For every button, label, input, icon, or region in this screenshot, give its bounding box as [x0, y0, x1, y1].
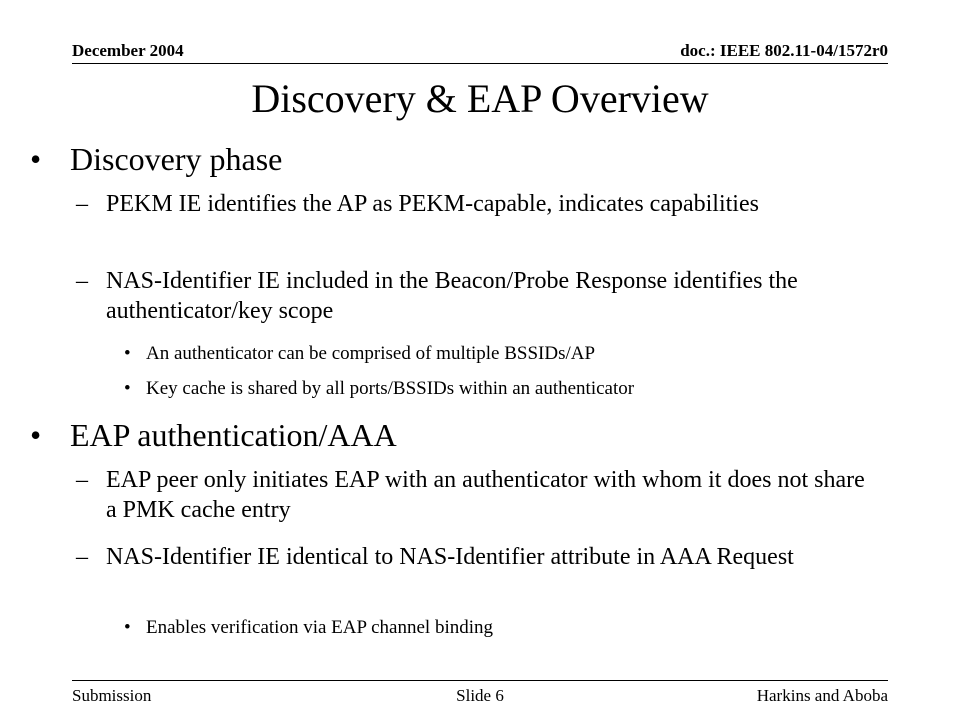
- bullet-text: EAP authentication/AAA: [70, 417, 397, 453]
- sub-sub-bullet-text: Key cache is shared by all ports/BSSIDs within an authenticator: [146, 378, 635, 399]
- bullet-text: Discovery phase: [70, 141, 283, 177]
- sub-sub-bullet-text: An authenticator can be comprised of multiple BSSIDs/AP: [146, 343, 596, 364]
- header-date: December 2004: [72, 41, 184, 60]
- sub-bullet-pekm-ie: [76, 189, 866, 219]
- header-doc-id: doc.: IEEE 802.11-04/1572r0: [680, 41, 888, 60]
- footer-submission: Submission: [72, 686, 152, 705]
- bullet-discovery-phase: [30, 140, 283, 178]
- sub-bullet-nas-identifier-ie: [76, 266, 866, 326]
- sub-sub-bullet-multiple-bssids: [124, 342, 886, 366]
- bullet-dot-icon: •: [124, 378, 131, 399]
- dash-icon: –: [76, 544, 88, 570]
- sub-bullet-text: EAP peer only initiates EAP with an authenticator with whom it does not share a PMK cache entry: [106, 467, 865, 523]
- sub-bullet-text: PEKM IE identifies the AP as PEKM-capable, indicates capabilities: [106, 191, 759, 217]
- bullet-dot-icon: •: [124, 617, 131, 638]
- sub-bullet-text: NAS-Identifier IE included in the Beacon/Probe Response identifies the authenticator/key scope: [106, 268, 798, 324]
- sub-sub-bullet-channel-binding: [124, 616, 886, 640]
- bullet-dot-icon: •: [30, 141, 42, 177]
- bullet-eap-authentication: [30, 416, 397, 454]
- sub-bullet-text: NAS-Identifier IE identical to NAS-Identifier attribute in AAA Request: [106, 544, 794, 570]
- sub-bullet-eap-peer: [76, 465, 866, 525]
- footer-slide-number: Slide 6: [456, 686, 504, 705]
- footer-rule: [72, 680, 888, 681]
- sub-sub-bullet-key-cache: [124, 377, 886, 401]
- dash-icon: –: [76, 467, 88, 493]
- bullet-dot-icon: •: [124, 343, 131, 364]
- dash-icon: –: [76, 268, 88, 294]
- footer-authors: Harkins and Aboba: [756, 686, 888, 705]
- dash-icon: –: [76, 191, 88, 217]
- bullet-dot-icon: •: [30, 417, 42, 453]
- sub-bullet-nas-identifier-attribute: [76, 542, 866, 572]
- sub-sub-bullet-text: Enables verification via EAP channel binding: [146, 617, 494, 638]
- slide-title: Discovery & EAP Overview: [251, 76, 709, 121]
